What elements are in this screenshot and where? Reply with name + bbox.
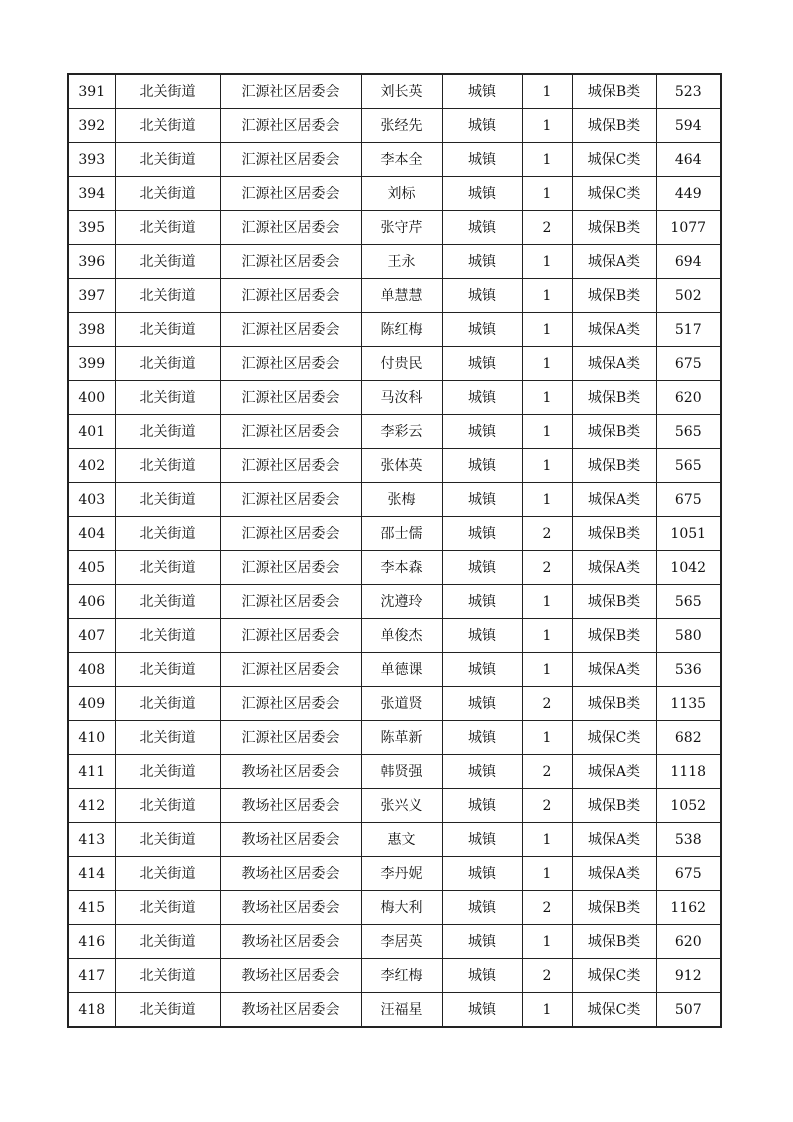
name-cell: 李丹妮 [361, 857, 442, 891]
amount-cell: 1052 [656, 789, 721, 823]
area-type-cell: 城镇 [442, 653, 522, 687]
community-cell: 教场社区居委会 [220, 959, 361, 993]
row-number-cell: 412 [68, 789, 115, 823]
row-number-cell: 397 [68, 279, 115, 313]
street-cell: 北关街道 [115, 177, 220, 211]
insurance-class-cell: 城保C类 [572, 993, 656, 1028]
street-cell: 北关街道 [115, 959, 220, 993]
name-cell: 张经先 [361, 109, 442, 143]
community-cell: 教场社区居委会 [220, 823, 361, 857]
row-number-cell: 396 [68, 245, 115, 279]
street-cell: 北关街道 [115, 279, 220, 313]
row-number-cell: 410 [68, 721, 115, 755]
insurance-class-cell: 城保A类 [572, 653, 656, 687]
amount-cell: 507 [656, 993, 721, 1028]
community-cell: 汇源社区居委会 [220, 551, 361, 585]
community-cell: 汇源社区居委会 [220, 619, 361, 653]
household-size-cell: 1 [522, 381, 572, 415]
table-row [68, 517, 721, 551]
community-cell: 汇源社区居委会 [220, 74, 361, 109]
amount-cell: 502 [656, 279, 721, 313]
table-row [68, 653, 721, 687]
street-cell: 北关街道 [115, 347, 220, 381]
household-size-cell: 1 [522, 449, 572, 483]
community-cell: 教场社区居委会 [220, 857, 361, 891]
row-number-cell: 402 [68, 449, 115, 483]
household-size-cell: 1 [522, 619, 572, 653]
household-size-cell: 1 [522, 177, 572, 211]
amount-cell: 565 [656, 585, 721, 619]
name-cell: 惠文 [361, 823, 442, 857]
insurance-class-cell: 城保B类 [572, 789, 656, 823]
street-cell: 北关街道 [115, 823, 220, 857]
household-size-cell: 1 [522, 483, 572, 517]
table-row [68, 415, 721, 449]
insurance-class-cell: 城保C类 [572, 143, 656, 177]
table-row [68, 789, 721, 823]
household-size-cell: 1 [522, 143, 572, 177]
area-type-cell: 城镇 [442, 177, 522, 211]
household-size-cell: 2 [522, 755, 572, 789]
street-cell: 北关街道 [115, 245, 220, 279]
amount-cell: 1051 [656, 517, 721, 551]
insurance-class-cell: 城保A类 [572, 347, 656, 381]
household-size-cell: 2 [522, 891, 572, 925]
row-number-cell: 409 [68, 687, 115, 721]
street-cell: 北关街道 [115, 891, 220, 925]
household-size-cell: 1 [522, 653, 572, 687]
row-number-cell: 415 [68, 891, 115, 925]
insurance-class-cell: 城保A类 [572, 823, 656, 857]
community-cell: 汇源社区居委会 [220, 109, 361, 143]
amount-cell: 464 [656, 143, 721, 177]
area-type-cell: 城镇 [442, 483, 522, 517]
street-cell: 北关街道 [115, 143, 220, 177]
insurance-class-cell: 城保B类 [572, 619, 656, 653]
insurance-class-cell: 城保B类 [572, 74, 656, 109]
insurance-class-cell: 城保B类 [572, 381, 656, 415]
amount-cell: 565 [656, 415, 721, 449]
community-cell: 汇源社区居委会 [220, 517, 361, 551]
amount-cell: 565 [656, 449, 721, 483]
area-type-cell: 城镇 [442, 211, 522, 245]
table-row [68, 245, 721, 279]
table-row [68, 891, 721, 925]
row-number-cell: 414 [68, 857, 115, 891]
area-type-cell: 城镇 [442, 891, 522, 925]
street-cell: 北关街道 [115, 415, 220, 449]
community-cell: 汇源社区居委会 [220, 143, 361, 177]
community-cell: 教场社区居委会 [220, 925, 361, 959]
area-type-cell: 城镇 [442, 993, 522, 1028]
name-cell: 沈遵玲 [361, 585, 442, 619]
amount-cell: 912 [656, 959, 721, 993]
name-cell: 马汝科 [361, 381, 442, 415]
community-cell: 汇源社区居委会 [220, 687, 361, 721]
name-cell: 邵士儒 [361, 517, 442, 551]
row-number-cell: 401 [68, 415, 115, 449]
household-size-cell: 2 [522, 517, 572, 551]
amount-cell: 620 [656, 925, 721, 959]
row-number-cell: 391 [68, 74, 115, 109]
amount-cell: 675 [656, 857, 721, 891]
row-number-cell: 395 [68, 211, 115, 245]
insurance-class-cell: 城保B类 [572, 279, 656, 313]
row-number-cell: 393 [68, 143, 115, 177]
insurance-class-cell: 城保B类 [572, 585, 656, 619]
name-cell: 汪福星 [361, 993, 442, 1028]
household-size-cell: 1 [522, 857, 572, 891]
table-row [68, 381, 721, 415]
household-size-cell: 1 [522, 279, 572, 313]
row-number-cell: 413 [68, 823, 115, 857]
community-cell: 汇源社区居委会 [220, 211, 361, 245]
area-type-cell: 城镇 [442, 347, 522, 381]
row-number-cell: 394 [68, 177, 115, 211]
row-number-cell: 416 [68, 925, 115, 959]
name-cell: 刘长英 [361, 74, 442, 109]
row-number-cell: 411 [68, 755, 115, 789]
roster-table [67, 73, 722, 1028]
community-cell: 汇源社区居委会 [220, 449, 361, 483]
table-row [68, 823, 721, 857]
insurance-class-cell: 城保B类 [572, 211, 656, 245]
insurance-class-cell: 城保A类 [572, 483, 656, 517]
street-cell: 北关街道 [115, 993, 220, 1028]
amount-cell: 1077 [656, 211, 721, 245]
amount-cell: 517 [656, 313, 721, 347]
street-cell: 北关街道 [115, 619, 220, 653]
table-row [68, 483, 721, 517]
amount-cell: 1042 [656, 551, 721, 585]
table-row [68, 585, 721, 619]
table-row [68, 347, 721, 381]
name-cell: 王永 [361, 245, 442, 279]
row-number-cell: 406 [68, 585, 115, 619]
community-cell: 汇源社区居委会 [220, 721, 361, 755]
street-cell: 北关街道 [115, 551, 220, 585]
street-cell: 北关街道 [115, 925, 220, 959]
community-cell: 教场社区居委会 [220, 755, 361, 789]
household-size-cell: 1 [522, 347, 572, 381]
street-cell: 北关街道 [115, 381, 220, 415]
table-row [68, 721, 721, 755]
household-size-cell: 2 [522, 211, 572, 245]
name-cell: 韩贤强 [361, 755, 442, 789]
area-type-cell: 城镇 [442, 823, 522, 857]
name-cell: 李本森 [361, 551, 442, 585]
household-size-cell: 1 [522, 109, 572, 143]
area-type-cell: 城镇 [442, 415, 522, 449]
street-cell: 北关街道 [115, 789, 220, 823]
row-number-cell: 405 [68, 551, 115, 585]
household-size-cell: 1 [522, 415, 572, 449]
area-type-cell: 城镇 [442, 959, 522, 993]
insurance-class-cell: 城保A类 [572, 857, 656, 891]
street-cell: 北关街道 [115, 857, 220, 891]
name-cell: 陈红梅 [361, 313, 442, 347]
household-size-cell: 1 [522, 585, 572, 619]
table-row [68, 109, 721, 143]
row-number-cell: 418 [68, 993, 115, 1028]
amount-cell: 449 [656, 177, 721, 211]
table-row [68, 74, 721, 109]
household-size-cell: 1 [522, 74, 572, 109]
household-size-cell: 2 [522, 551, 572, 585]
name-cell: 张兴义 [361, 789, 442, 823]
amount-cell: 1118 [656, 755, 721, 789]
household-size-cell: 2 [522, 687, 572, 721]
table-row [68, 143, 721, 177]
street-cell: 北关街道 [115, 74, 220, 109]
table-row [68, 551, 721, 585]
community-cell: 教场社区居委会 [220, 891, 361, 925]
amount-cell: 694 [656, 245, 721, 279]
area-type-cell: 城镇 [442, 925, 522, 959]
area-type-cell: 城镇 [442, 551, 522, 585]
table-row [68, 619, 721, 653]
table-row [68, 959, 721, 993]
household-size-cell: 1 [522, 993, 572, 1028]
table-row [68, 857, 721, 891]
table-row [68, 177, 721, 211]
amount-cell: 523 [656, 74, 721, 109]
community-cell: 教场社区居委会 [220, 789, 361, 823]
area-type-cell: 城镇 [442, 381, 522, 415]
street-cell: 北关街道 [115, 449, 220, 483]
community-cell: 汇源社区居委会 [220, 347, 361, 381]
insurance-class-cell: 城保A类 [572, 755, 656, 789]
household-size-cell: 1 [522, 245, 572, 279]
name-cell: 张守芹 [361, 211, 442, 245]
name-cell: 付贵民 [361, 347, 442, 381]
amount-cell: 620 [656, 381, 721, 415]
household-size-cell: 1 [522, 823, 572, 857]
name-cell: 张道贤 [361, 687, 442, 721]
area-type-cell: 城镇 [442, 857, 522, 891]
name-cell: 单俊杰 [361, 619, 442, 653]
amount-cell: 682 [656, 721, 721, 755]
household-size-cell: 1 [522, 313, 572, 347]
insurance-class-cell: 城保B类 [572, 415, 656, 449]
row-number-cell: 408 [68, 653, 115, 687]
area-type-cell: 城镇 [442, 687, 522, 721]
table-row [68, 211, 721, 245]
area-type-cell: 城镇 [442, 755, 522, 789]
name-cell: 陈革新 [361, 721, 442, 755]
amount-cell: 594 [656, 109, 721, 143]
area-type-cell: 城镇 [442, 313, 522, 347]
area-type-cell: 城镇 [442, 245, 522, 279]
area-type-cell: 城镇 [442, 143, 522, 177]
community-cell: 汇源社区居委会 [220, 279, 361, 313]
community-cell: 汇源社区居委会 [220, 313, 361, 347]
community-cell: 汇源社区居委会 [220, 415, 361, 449]
amount-cell: 580 [656, 619, 721, 653]
community-cell: 汇源社区居委会 [220, 177, 361, 211]
row-number-cell: 404 [68, 517, 115, 551]
street-cell: 北关街道 [115, 313, 220, 347]
roster-body [68, 74, 721, 1027]
row-number-cell: 403 [68, 483, 115, 517]
insurance-class-cell: 城保B类 [572, 109, 656, 143]
area-type-cell: 城镇 [442, 449, 522, 483]
row-number-cell: 407 [68, 619, 115, 653]
table-row [68, 313, 721, 347]
insurance-class-cell: 城保C类 [572, 721, 656, 755]
table-row [68, 993, 721, 1028]
amount-cell: 538 [656, 823, 721, 857]
amount-cell: 1135 [656, 687, 721, 721]
insurance-class-cell: 城保C类 [572, 177, 656, 211]
insurance-class-cell: 城保A类 [572, 313, 656, 347]
row-number-cell: 392 [68, 109, 115, 143]
community-cell: 汇源社区居委会 [220, 483, 361, 517]
community-cell: 汇源社区居委会 [220, 381, 361, 415]
area-type-cell: 城镇 [442, 789, 522, 823]
street-cell: 北关街道 [115, 483, 220, 517]
table-row [68, 755, 721, 789]
street-cell: 北关街道 [115, 755, 220, 789]
amount-cell: 1162 [656, 891, 721, 925]
area-type-cell: 城镇 [442, 585, 522, 619]
area-type-cell: 城镇 [442, 279, 522, 313]
row-number-cell: 417 [68, 959, 115, 993]
name-cell: 刘标 [361, 177, 442, 211]
amount-cell: 675 [656, 347, 721, 381]
insurance-class-cell: 城保A类 [572, 245, 656, 279]
row-number-cell: 398 [68, 313, 115, 347]
street-cell: 北关街道 [115, 517, 220, 551]
household-size-cell: 1 [522, 721, 572, 755]
community-cell: 汇源社区居委会 [220, 653, 361, 687]
household-size-cell: 2 [522, 789, 572, 823]
street-cell: 北关街道 [115, 653, 220, 687]
street-cell: 北关街道 [115, 687, 220, 721]
table-row [68, 449, 721, 483]
street-cell: 北关街道 [115, 109, 220, 143]
name-cell: 张体英 [361, 449, 442, 483]
household-size-cell: 1 [522, 925, 572, 959]
area-type-cell: 城镇 [442, 109, 522, 143]
table-row [68, 687, 721, 721]
street-cell: 北关街道 [115, 585, 220, 619]
row-number-cell: 400 [68, 381, 115, 415]
table-row [68, 279, 721, 313]
name-cell: 李本全 [361, 143, 442, 177]
insurance-class-cell: 城保B类 [572, 449, 656, 483]
name-cell: 单德课 [361, 653, 442, 687]
insurance-class-cell: 城保B类 [572, 517, 656, 551]
row-number-cell: 399 [68, 347, 115, 381]
amount-cell: 675 [656, 483, 721, 517]
area-type-cell: 城镇 [442, 74, 522, 109]
insurance-class-cell: 城保A类 [572, 551, 656, 585]
insurance-class-cell: 城保B类 [572, 891, 656, 925]
name-cell: 张梅 [361, 483, 442, 517]
insurance-class-cell: 城保C类 [572, 959, 656, 993]
amount-cell: 536 [656, 653, 721, 687]
area-type-cell: 城镇 [442, 619, 522, 653]
name-cell: 李居英 [361, 925, 442, 959]
name-cell: 李彩云 [361, 415, 442, 449]
name-cell: 梅大利 [361, 891, 442, 925]
area-type-cell: 城镇 [442, 517, 522, 551]
street-cell: 北关街道 [115, 721, 220, 755]
name-cell: 李红梅 [361, 959, 442, 993]
household-size-cell: 2 [522, 959, 572, 993]
area-type-cell: 城镇 [442, 721, 522, 755]
community-cell: 汇源社区居委会 [220, 245, 361, 279]
insurance-class-cell: 城保B类 [572, 687, 656, 721]
table-row [68, 925, 721, 959]
street-cell: 北关街道 [115, 211, 220, 245]
name-cell: 单慧慧 [361, 279, 442, 313]
community-cell: 汇源社区居委会 [220, 585, 361, 619]
insurance-class-cell: 城保B类 [572, 925, 656, 959]
community-cell: 教场社区居委会 [220, 993, 361, 1028]
